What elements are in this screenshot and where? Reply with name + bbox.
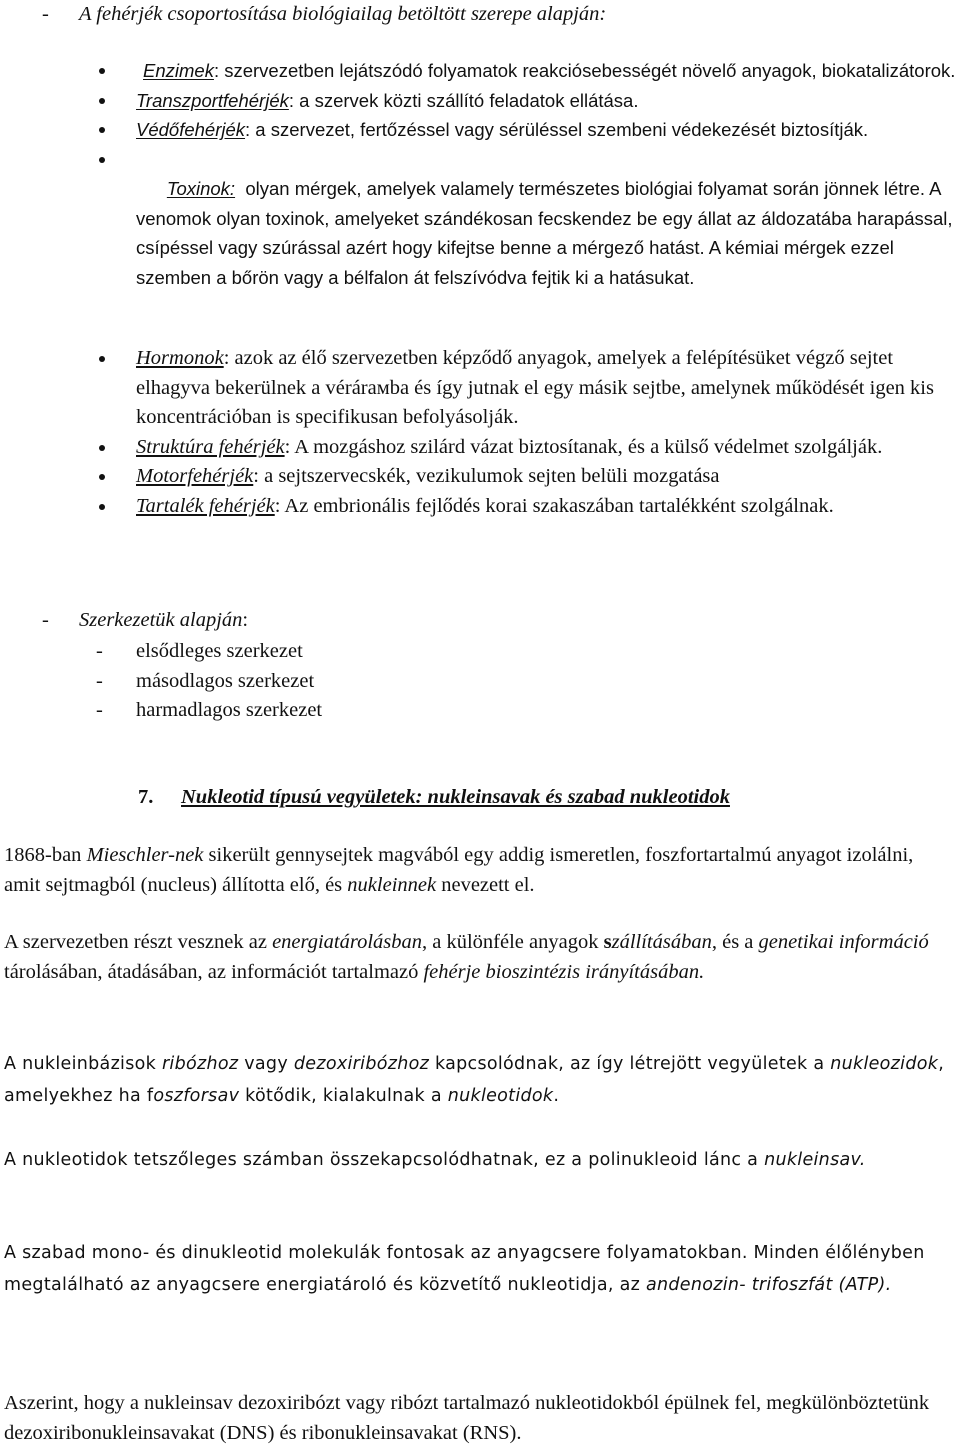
bullet-icon [99, 474, 105, 480]
desc-motor: a sejtszervecskék, vezikulumok sejten belüli mozgatása [258, 465, 720, 487]
term-motor: Motorfehérjék [136, 465, 254, 487]
structure-list [96, 637, 322, 726]
bullet-icon [99, 127, 105, 133]
bullet-icon [99, 98, 105, 104]
bullet-icon [99, 68, 105, 74]
desc-tartalek: Az embrionális fejlődés korai szakaszában tartalékként szolgálnak. [280, 494, 834, 517]
term-vedo: Védőfehérjék [136, 119, 246, 140]
list-item-tartalek: Tartalék fehérjék: Az embrionális fejlődés korai szakaszában tartalékként szolgálnak. [0, 492, 960, 522]
desc-hormonok: azok az élő szervezetben képződő anyagok, amelyek a felépítésüket végző sejtet elhagyva bekerülnek a vérárамba és így jutnak el egy másik sejtbe, amelynek működését igen kis koncentrációban is specifikusan befolyásolják. [136, 347, 934, 428]
bullet-icon [99, 157, 105, 163]
term-enzimek: Enzimek [143, 60, 214, 81]
paragraph-nucleosides: A nukleinbázisok ribózhoz vagy dezoxiribózhoz kapcsolódnak, az így létrejött vegyületek a nukleozidok, amelyekhez ha foszforsav kötődik, kialakulnak a nukleotidok. [4, 1054, 945, 1106]
list-item-structure: - harmadlagos szerkezet [96, 699, 323, 721]
section2-heading: Szerkezetük alapján [79, 609, 243, 631]
paragraph-dns-rns: Aszerint, hogy a nukleinsav dezoxiribózt vagy ribózt tartalmazó nukleotidokból épülnek fel, megkülönböztetünk dezoxiribonukleinsavakat (DNS) és ribonukleinsavakat (RNS). [4, 1392, 930, 1444]
list-item-vedo: Védőfehérjék: a szervezet, fertőzéssel vagy sérüléssel szembeni védekezését biztosítják. [0, 115, 960, 145]
chapter-title: Nukleotid típusú vegyületek: nukleinsavak és szabad nukleotidok [181, 786, 730, 808]
list-item-structure: - elsődleges szerkezet [96, 640, 303, 662]
bullet-icon [99, 504, 105, 510]
desc-transzport: a szervek közti szállító feladatok ellátása. [294, 89, 639, 111]
term-transzport: Transzportfehérjék [136, 89, 289, 111]
list-item-enzimek: Enzimek: szervezetben lejátszódó folyamatok reakciósebességét növelő anyagok, biokatalizátorok. [0, 56, 960, 86]
section2-heading-wrap: Szerkezetük alapján: [79, 609, 249, 631]
list-item-struktura: Struktúra fehérjék: A mozgáshoz szilárd vázat biztosítanak, és a külső védelmet szolgálják. [0, 433, 960, 463]
desc-toxinok: olyan mérgek, amelyek valamely természetes biológiai folyamat során jönnek létre. A venomok olyan toxinok, amelyeket szándékosan fecskendez be egy állat az áldozatába harapással, csípéssel vagy szúrással azért hogy kifejtse benne a mérgező hatást. A kémiai mérgek ezzel szemben a bőrön vagy a bélfalon át felszívódva fejtik ki a hatásukat. [136, 178, 958, 288]
section1-dash: - [42, 3, 49, 25]
term-hormonok: Hormonok [136, 347, 224, 369]
paragraph-functions: A szervezetben részt vesznek az energiatárolásban, a különféle anyagok szállításában, és a genetikai információ tárolásában, átadásában, az információt tartalmazó fehérje bioszintézis irányításában. [4, 931, 929, 983]
section2-dash: - [42, 609, 49, 631]
term-tartalek: Tartalék fehérjék [136, 494, 275, 517]
term-toxinok: Toxinok: [166, 178, 236, 199]
paragraph-history: 1868-ban Mieschler-nek sikerült gennysejtek magvából egy addig ismeretlen, foszfortartalmú anyagot izolálni, amit sejtmagból (nucleus) állította elő, és nukleinnek nevezett el. [4, 844, 914, 896]
desc-vedo: a szervezet, fertőzéssel vagy sérüléssel szembeni védekezését biztosítják. [250, 119, 869, 140]
list-item-transzport: Transzportfehérjék: a szervek közti szállító feladatok ellátása. [0, 86, 960, 116]
paragraph-nucleic-acid: A nukleotidok tetszőleges számban összekapcsolódhatnak, ez a polinukleoid lánc a nukleinsav. [4, 1150, 866, 1170]
desc-struktura: A mozgáshoz szilárd vázat biztosítanak, és a külső védelmet szolgálják. [290, 435, 883, 458]
bullet-icon [99, 445, 105, 451]
section1-heading: A fehérjék csoportosítása biológiailag betöltött szerepe alapján: [79, 3, 607, 25]
paragraph-free-nucleotides: A szabad mono- és dinukleotid molekulák fontosak az anyagcsere folyamatokban. Minden élőlényben megtalálható az anyagcsere energiatároló és közvetítő nukleotidja, az andenozin- trifoszfát (ATP). [4, 1243, 925, 1295]
list-item-structure: - másodlagos szerkezet [96, 669, 315, 692]
list-item-toxinok [0, 145, 960, 322]
function-list-2 [0, 344, 960, 521]
chapter-number: 7. [138, 786, 154, 808]
desc-enzimek: szervezetben lejátszódó folyamatok reakciósebességét növelő anyagok, biokatalizátorok. [219, 60, 956, 81]
list-item-motor: Motorfehérjék: a sejtszervecskék, vezikulumok sejten belüli mozgatása [0, 462, 960, 492]
term-struktura: Struktúra fehérjék [136, 435, 285, 458]
function-list [0, 56, 960, 322]
list-item-hormonok: Hormonok: azok az élő szervezetben képződő anyagok, amelyek a felépítésüket végző sejtet elhagyva bekerülnek a vérárамba és így jutnak el egy másik sejtbe, amelynek működését igen kis koncentrációban is specifikusan befolyásolják. [0, 344, 960, 433]
bullet-icon [99, 356, 105, 362]
